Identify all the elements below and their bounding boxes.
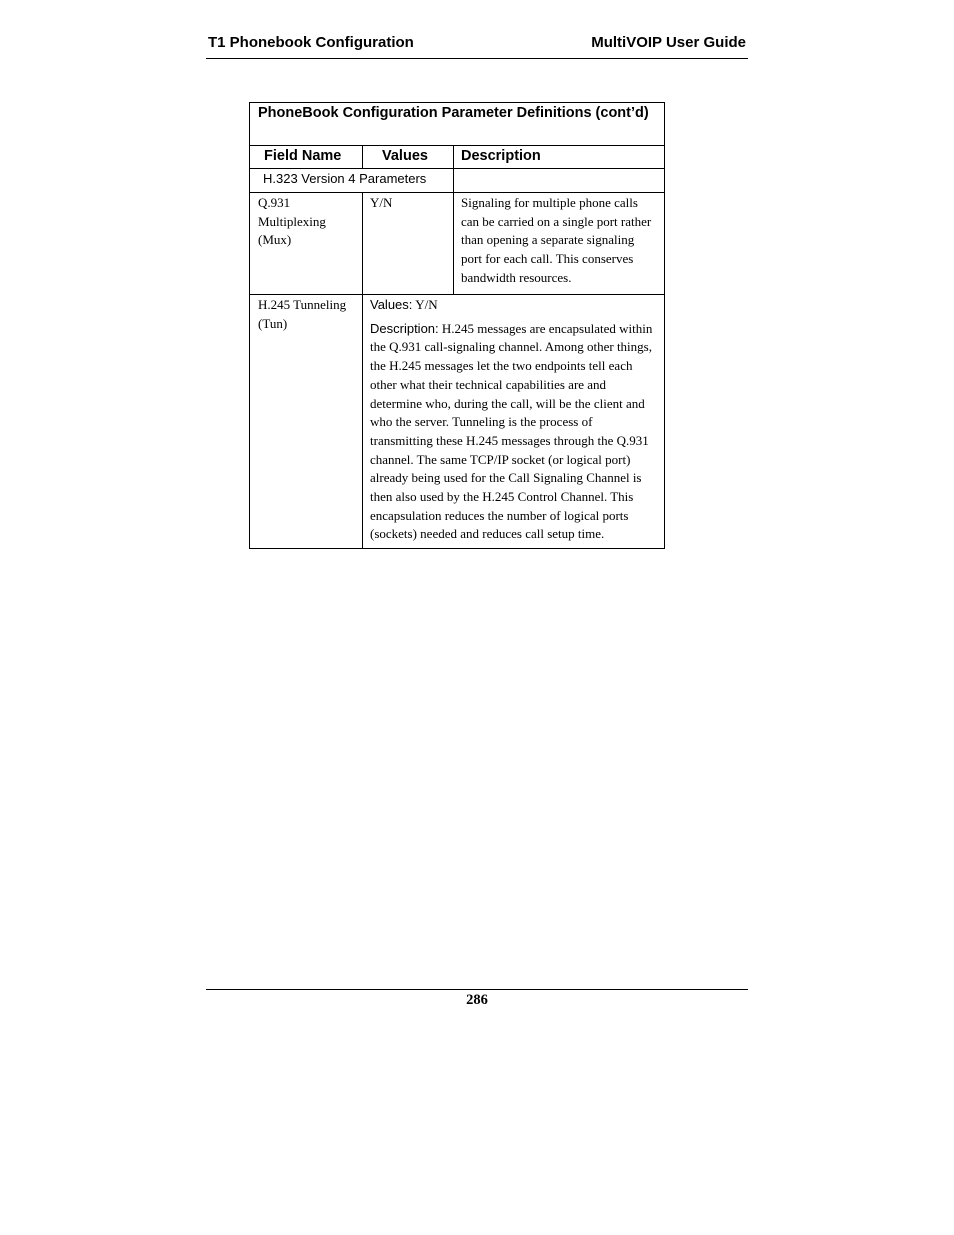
values-cell [363,193,454,295]
description-text: H.245 messages are encapsulated within the Q.931 call-signaling channel. Among other things, the H.245 messages let the two endpoints tell each other what their technical capabilities are and determine who, during the call, will be the client and who the server. Tunneling is the process of transmitting these H.245 messages through the Q.931 channel. The same TCP/IP socket (or logical port) already being used for the Call Signaling Channel is then also used by the H.245 Control Channel. This encapsulation reduces the number of logical ports (sockets) needed and reduces call setup time. [370,320,653,542]
table-title: PhoneBook Configuration Parameter Definitions (cont’d) [250,103,665,146]
values-line [370,296,658,315]
column-header-label: Description [461,148,541,164]
table-title-row [250,103,665,146]
header-guide-title: MultiVOIP User Guide [591,34,746,51]
description-label: Description: [370,320,439,336]
field-name: H.245 Tunneling (Tun) [258,297,347,331]
page-footer [206,989,748,1009]
column-header-description [454,146,665,169]
section-empty-cell [454,169,665,193]
parameter-definitions-table [249,102,665,549]
field-name: Q.931 Multiplexing (Mux) [258,195,326,248]
section-label: H.323 Version 4 Parameters [263,171,427,186]
field-name-cell [250,193,363,295]
values-text: Y/N [370,195,393,210]
column-header-label: Field Name [264,148,342,164]
page-header [206,32,748,59]
values-label: Values: [370,297,413,312]
field-name-cell [250,295,363,549]
section-row [250,169,665,193]
column-header-label: Values [382,148,428,164]
column-header-field-name [250,146,363,169]
merged-values-description-cell [363,295,665,549]
table-row [250,295,665,549]
description-block [370,320,658,544]
values-text: Y/N [415,297,438,312]
description-cell [454,193,665,295]
description-text: Signaling for multiple phone calls can be carried on a single port rather than opening a separate signaling port for each call. This conserves bandwidth resources. [461,195,652,285]
column-header-row [250,146,665,169]
table-row [250,193,665,295]
column-header-values [363,146,454,169]
header-chapter-title: T1 Phonebook Configuration [208,34,414,51]
page-number: 286 [466,992,488,1008]
section-label-cell [250,169,454,193]
